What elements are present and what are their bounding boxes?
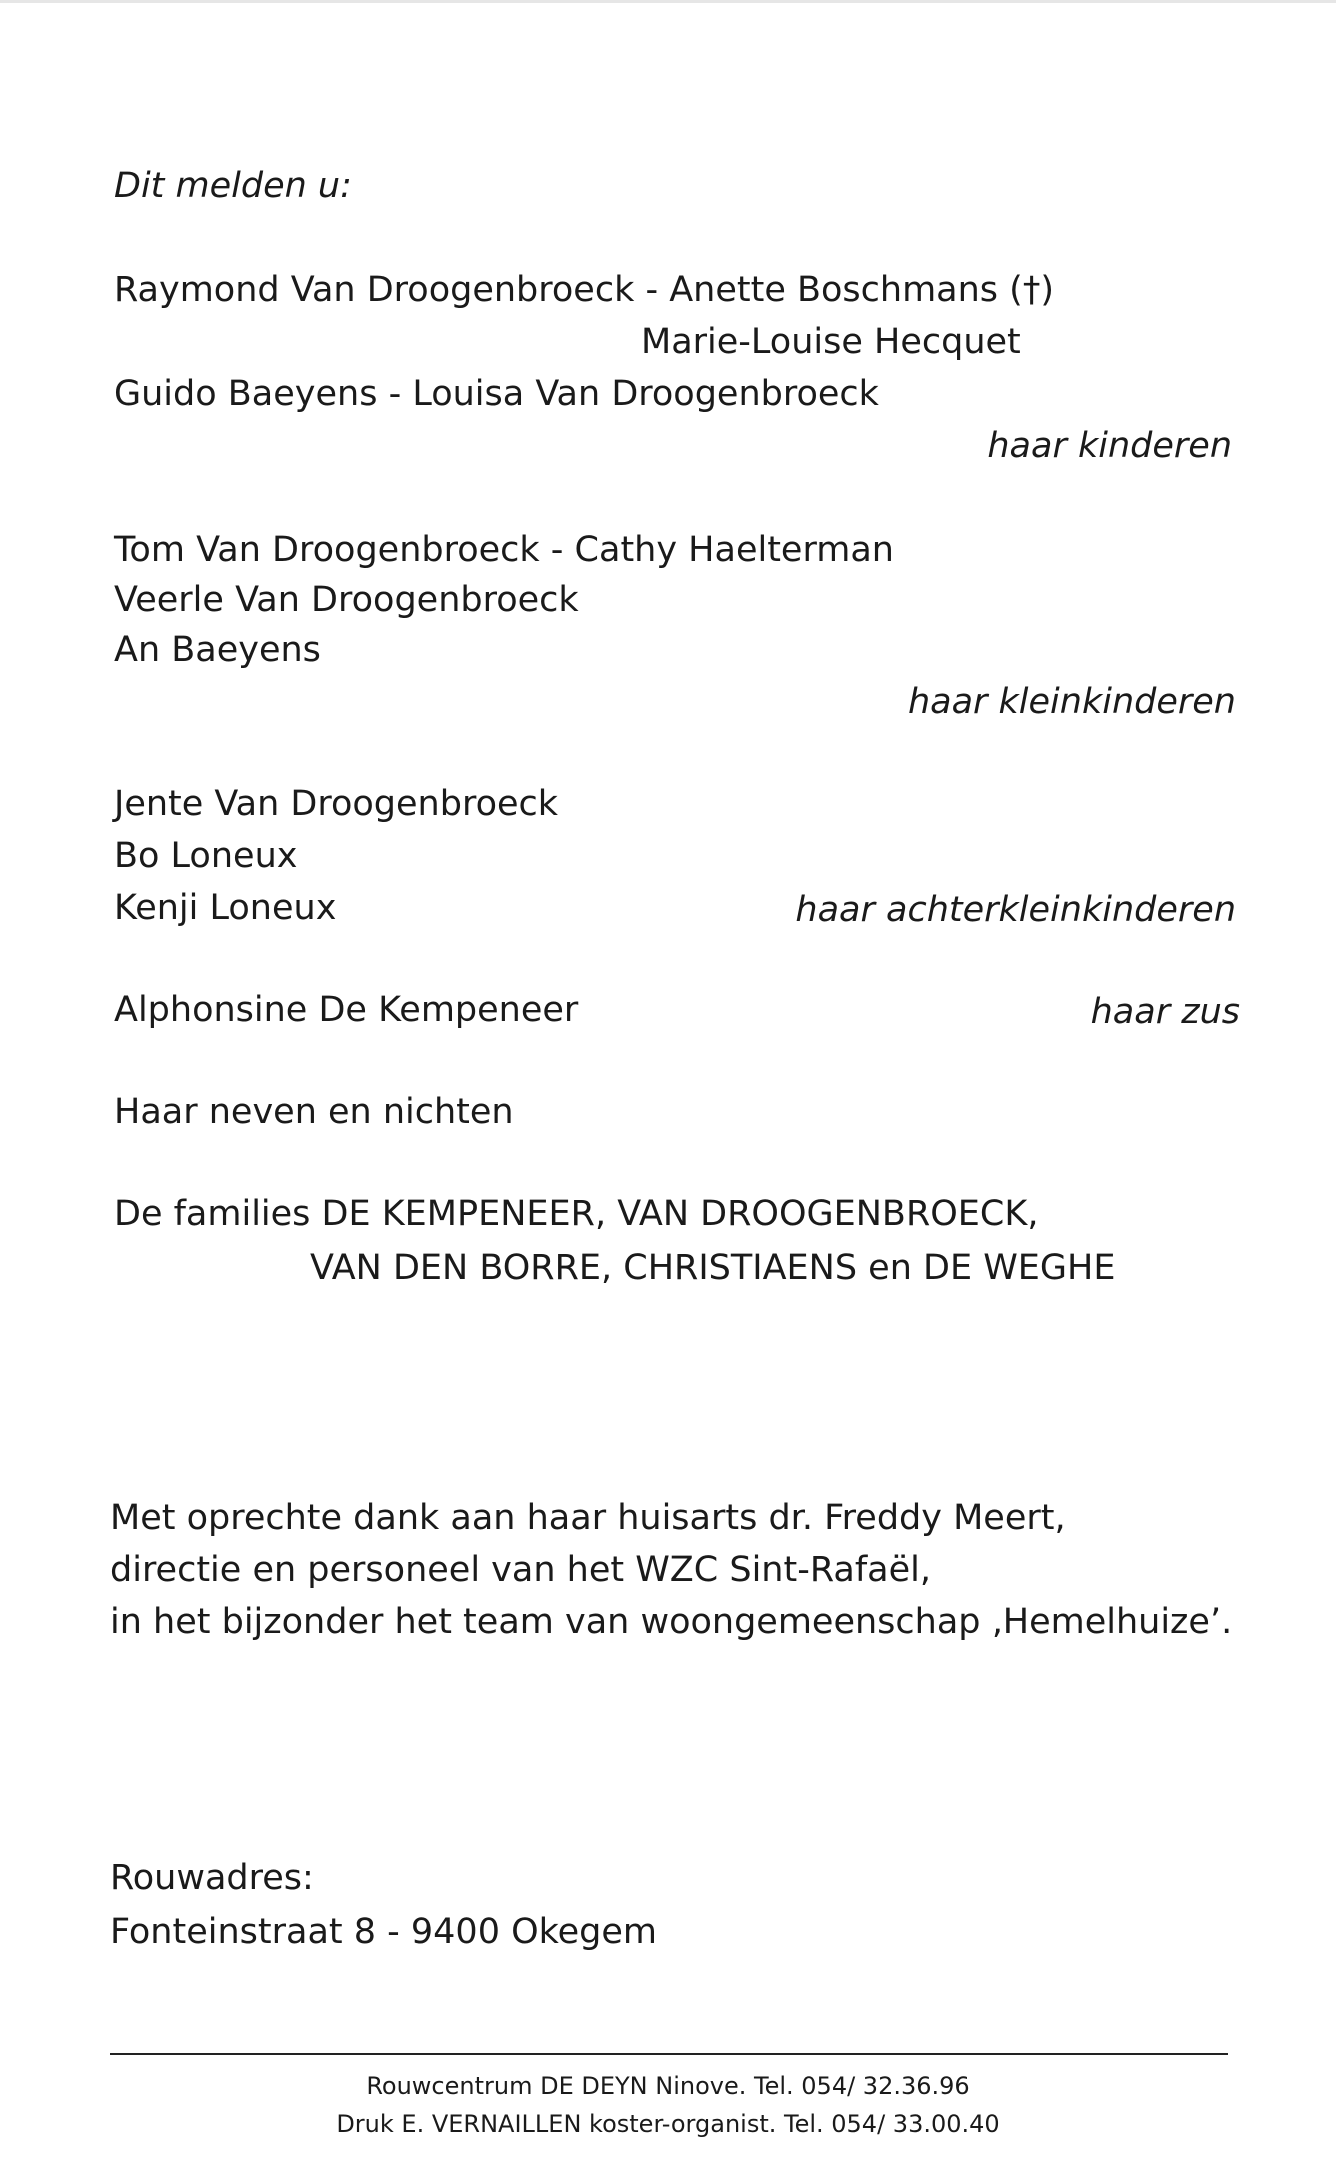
- grandchildren-line-3: An Baeyens: [114, 630, 321, 670]
- thanks-line-3: in het bijzonder het team van woongemeenschap ‚Hemelhuize’.: [110, 1602, 1233, 1642]
- children-role: haar kinderen: [987, 426, 1232, 466]
- great-grandchildren-line-2: Bo Loneux: [114, 836, 298, 876]
- great-grandchildren-line-3: Kenji Loneux: [114, 888, 337, 928]
- grandchildren-line-2: Veerle Van Droogenbroeck: [114, 580, 579, 620]
- sister-name: Alphonsine De Kempeneer: [114, 990, 579, 1030]
- address-label: Rouwadres:: [110, 1858, 314, 1898]
- children-line-3: Guido Baeyens - Louisa Van Droogenbroeck: [114, 374, 879, 414]
- families-line-1: De families DE KEMPENEER, VAN DROOGENBROECK,: [114, 1194, 1039, 1234]
- address-value: Fonteinstraat 8 - 9400 Okegem: [110, 1912, 658, 1952]
- footer-divider: [110, 2053, 1228, 2055]
- footer-line-1: Rouwcentrum DE DEYN Ninove. Tel. 054/ 32.36.96: [366, 2072, 970, 2100]
- families-line-2: VAN DEN BORRE, CHRISTIAENS en DE WEGHE: [310, 1248, 1116, 1288]
- grandchildren-role: haar kleinkinderen: [907, 682, 1236, 722]
- thanks-line-2: directie en personeel van het WZC Sint-Rafaël,: [110, 1550, 931, 1590]
- sister-role: haar zus: [1090, 992, 1240, 1032]
- children-line-2: Marie-Louise Hecquet: [641, 322, 1021, 362]
- great-grandchildren-role: haar achterkleinkinderen: [795, 890, 1236, 930]
- top-edge-rule: [0, 0, 1336, 3]
- footer-line-2: Druk E. VERNAILLEN koster-organist. Tel. 054/ 33.00.40: [336, 2110, 1000, 2138]
- thanks-line-1: Met oprechte dank aan haar huisarts dr. Freddy Meert,: [110, 1498, 1066, 1538]
- intro-text: Dit melden u:: [114, 166, 352, 206]
- cousins-text: Haar neven en nichten: [114, 1092, 514, 1132]
- grandchildren-line-1: Tom Van Droogenbroeck - Cathy Haelterman: [114, 530, 894, 570]
- great-grandchildren-line-1: Jente Van Droogenbroeck: [114, 784, 559, 824]
- children-line-1: Raymond Van Droogenbroeck - Anette Boschmans (†): [114, 270, 1054, 310]
